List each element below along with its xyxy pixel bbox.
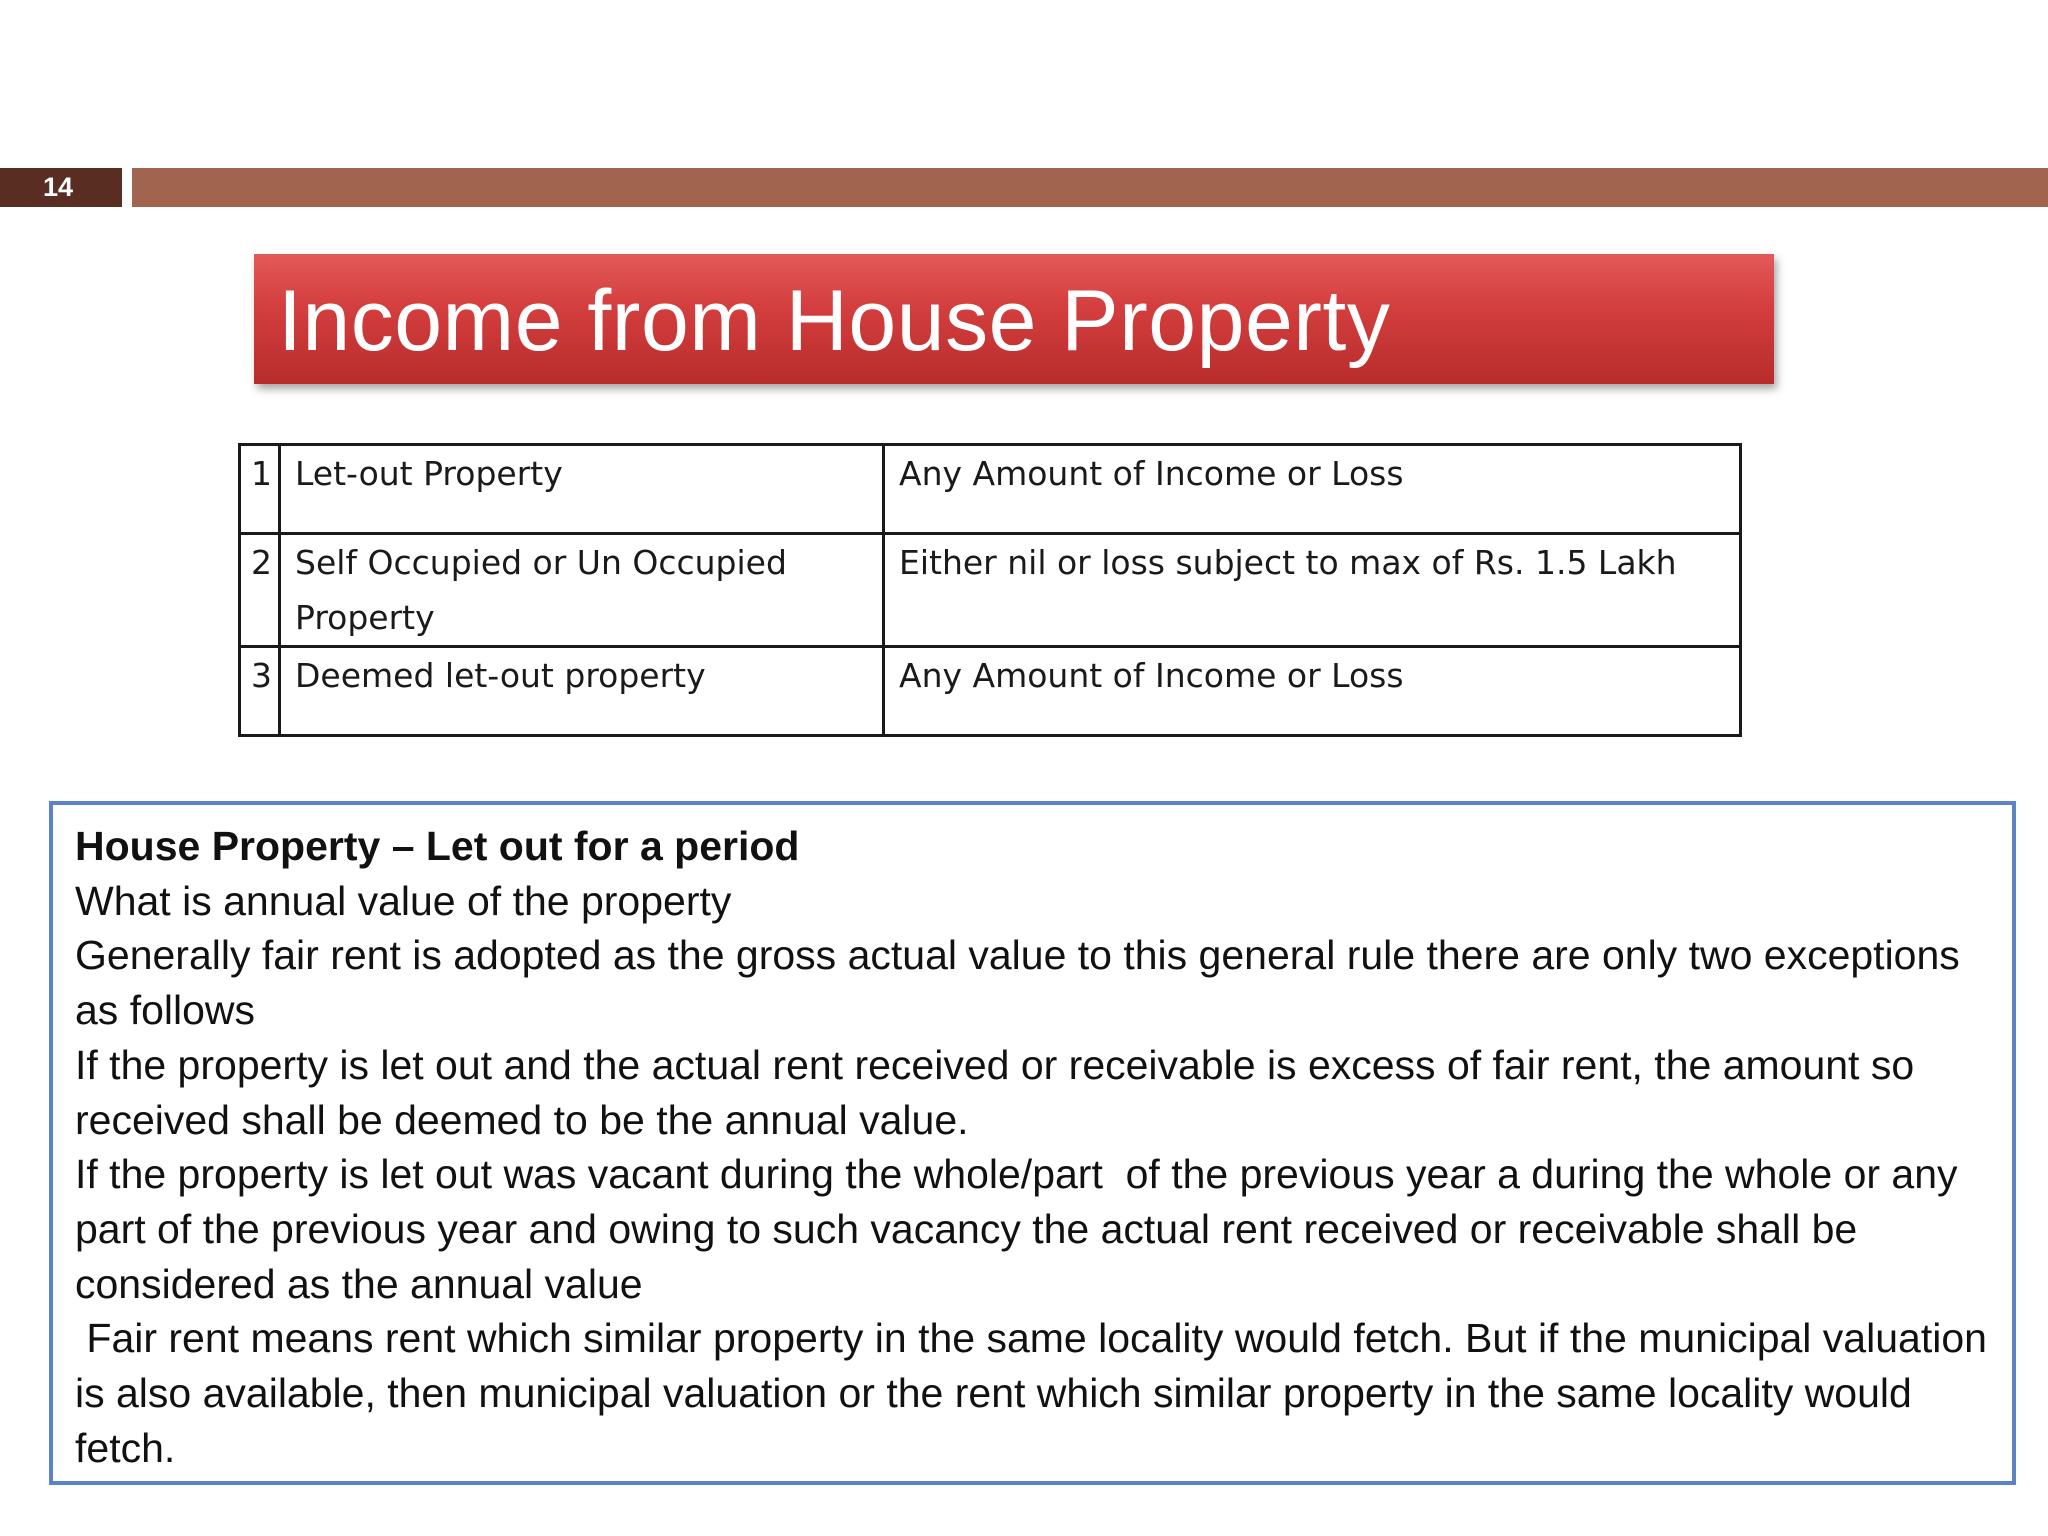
row-number: 2 [240,534,280,647]
notes-paragraph: Generally fair rent is adopted as the gross actual value to this general rule there are only two exceptions as follows [75,932,1972,1034]
notes-paragraph: If the property is let out was vacant during the whole/part of the previous year a during the whole or any part of the previous year and owing to such vacancy the actual rent received or receivable shall be considered as the annual value [75,1151,1969,1307]
notes-paragraph: If the property is let out and the actual rent received or receivable is excess of fair rent, the amount so received shall be deemed to be the annual value. [75,1041,1926,1143]
income-result: Either nil or loss subject to max of Rs. 1.5 Lakh [884,534,1741,647]
page-title: Income from House Property [278,273,1391,369]
income-result: Any Amount of Income or Loss [884,647,1741,736]
property-type: Let-out Property [280,445,884,534]
notes-paragraph: Fair rent means rent which similar property in the same locality would fetch. But if the municipal valuation is also available, then municipal valuation or the rent which similar property in the same locality would fetch. [75,1315,1999,1471]
table-row [240,445,1741,534]
notes-box [49,801,2016,1485]
property-type: Self Occupied or Un Occupied Property [280,534,884,647]
row-number: 3 [240,647,280,736]
property-type: Deemed let-out property [280,647,884,736]
page-number: 14 [0,168,122,207]
header-bar [132,168,2048,207]
notes-heading: House Property – Let out for a period [75,823,800,869]
property-table [238,443,1742,737]
income-result: Any Amount of Income or Loss [884,445,1741,534]
notes-paragraph: What is annual value of the property [75,877,732,924]
row-number: 1 [240,445,280,534]
title-banner [254,254,1774,384]
table-row [240,534,1741,647]
table-row [240,647,1741,736]
